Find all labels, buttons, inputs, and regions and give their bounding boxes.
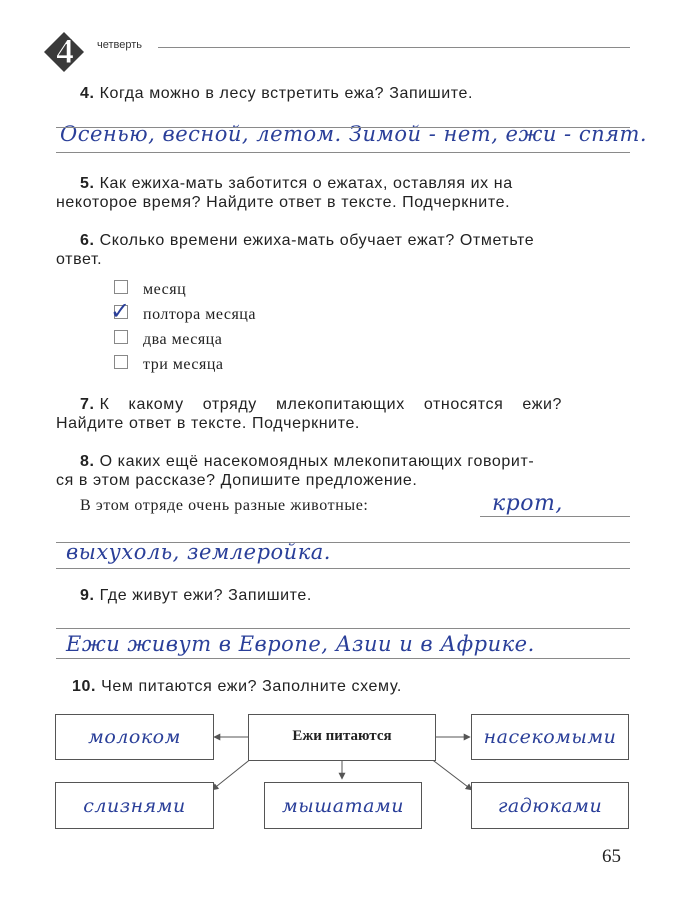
scheme-box-right-bottom xyxy=(471,782,629,829)
option-label-2: полтора месяца xyxy=(143,306,256,323)
question-5-line2: некоторое время? Найдите ответ в тексте. Подчеркните. xyxy=(56,194,511,211)
scheme-answer-left-bottom: слизнями xyxy=(83,794,186,817)
question-6-line2: ответ. xyxy=(56,251,103,268)
scheme-center-label: Ежи питаются xyxy=(292,728,392,744)
scheme-box-left-top xyxy=(55,714,214,760)
option-label-1: месяц xyxy=(143,281,187,298)
question-8-number: 8. xyxy=(80,453,95,470)
question-7-line2: Найдите ответ в тексте. Подчеркните. xyxy=(56,415,360,432)
question-8-sentence: В этом отряде очень разные животные: xyxy=(80,497,369,514)
answer-8-part1: крот, xyxy=(492,491,563,516)
question-7-line1: К какому отряду млекопитающих относятся ежи? xyxy=(99,396,563,413)
question-9-number: 9. xyxy=(80,587,95,604)
scheme-center-box xyxy=(248,714,436,761)
question-4-text: Когда можно в лесу встретить ежа? Запишите. xyxy=(99,85,474,102)
question-4-number: 4. xyxy=(80,85,95,102)
question-10-number: 10. xyxy=(72,678,97,695)
scheme-answer-right-bottom: гадюками xyxy=(497,794,603,817)
quarter-number: 4 xyxy=(56,31,74,71)
question-8-line1: О каких ещё насекомоядных млекопитающих говорит- xyxy=(99,453,535,470)
scheme-answer-left-top: молоком xyxy=(88,726,181,748)
option-label-4: три месяца xyxy=(143,356,224,373)
scheme-box-right-top xyxy=(471,714,629,760)
question-8-line2: ся в этом рассказе? Допишите предложение. xyxy=(56,472,418,489)
scheme-box-left-bottom xyxy=(55,782,214,829)
scheme-answer-middle-bottom: мышатами xyxy=(282,794,404,817)
question-6-number: 6. xyxy=(80,232,95,249)
question-5-number: 5. xyxy=(80,175,95,192)
scheme-box-middle-bottom xyxy=(264,782,422,829)
arrow-to-left-bottom xyxy=(212,758,252,790)
page-number: 65 xyxy=(602,846,621,867)
question-5-line1: Как ежиха-мать заботится о ежатах, оставляя их на xyxy=(99,175,513,192)
answer-9: Ежи живут в Европе, Азии и в Африке. xyxy=(66,632,535,656)
scheme-answer-right-top: насекомыми xyxy=(483,726,617,748)
answer-8-part2: выхухоль, землеройка. xyxy=(66,540,331,564)
check-mark-icon: ✓ xyxy=(110,297,131,325)
question-7-number: 7. xyxy=(80,396,95,413)
question-10-text: Чем питаются ежи? Заполните схему. xyxy=(101,678,402,695)
option-label-3: два месяца xyxy=(143,331,223,348)
answer-4: Осенью, весной, летом. Зимой - нет, ежи - спят. xyxy=(60,122,648,146)
quarter-label: четверть xyxy=(97,39,143,51)
question-6-line1: Сколько времени ежиха-мать обучает ежат? Отметьте xyxy=(99,232,535,249)
question-9-text: Где живут ежи? Запишите. xyxy=(99,587,312,604)
arrow-to-right-bottom xyxy=(430,758,472,790)
